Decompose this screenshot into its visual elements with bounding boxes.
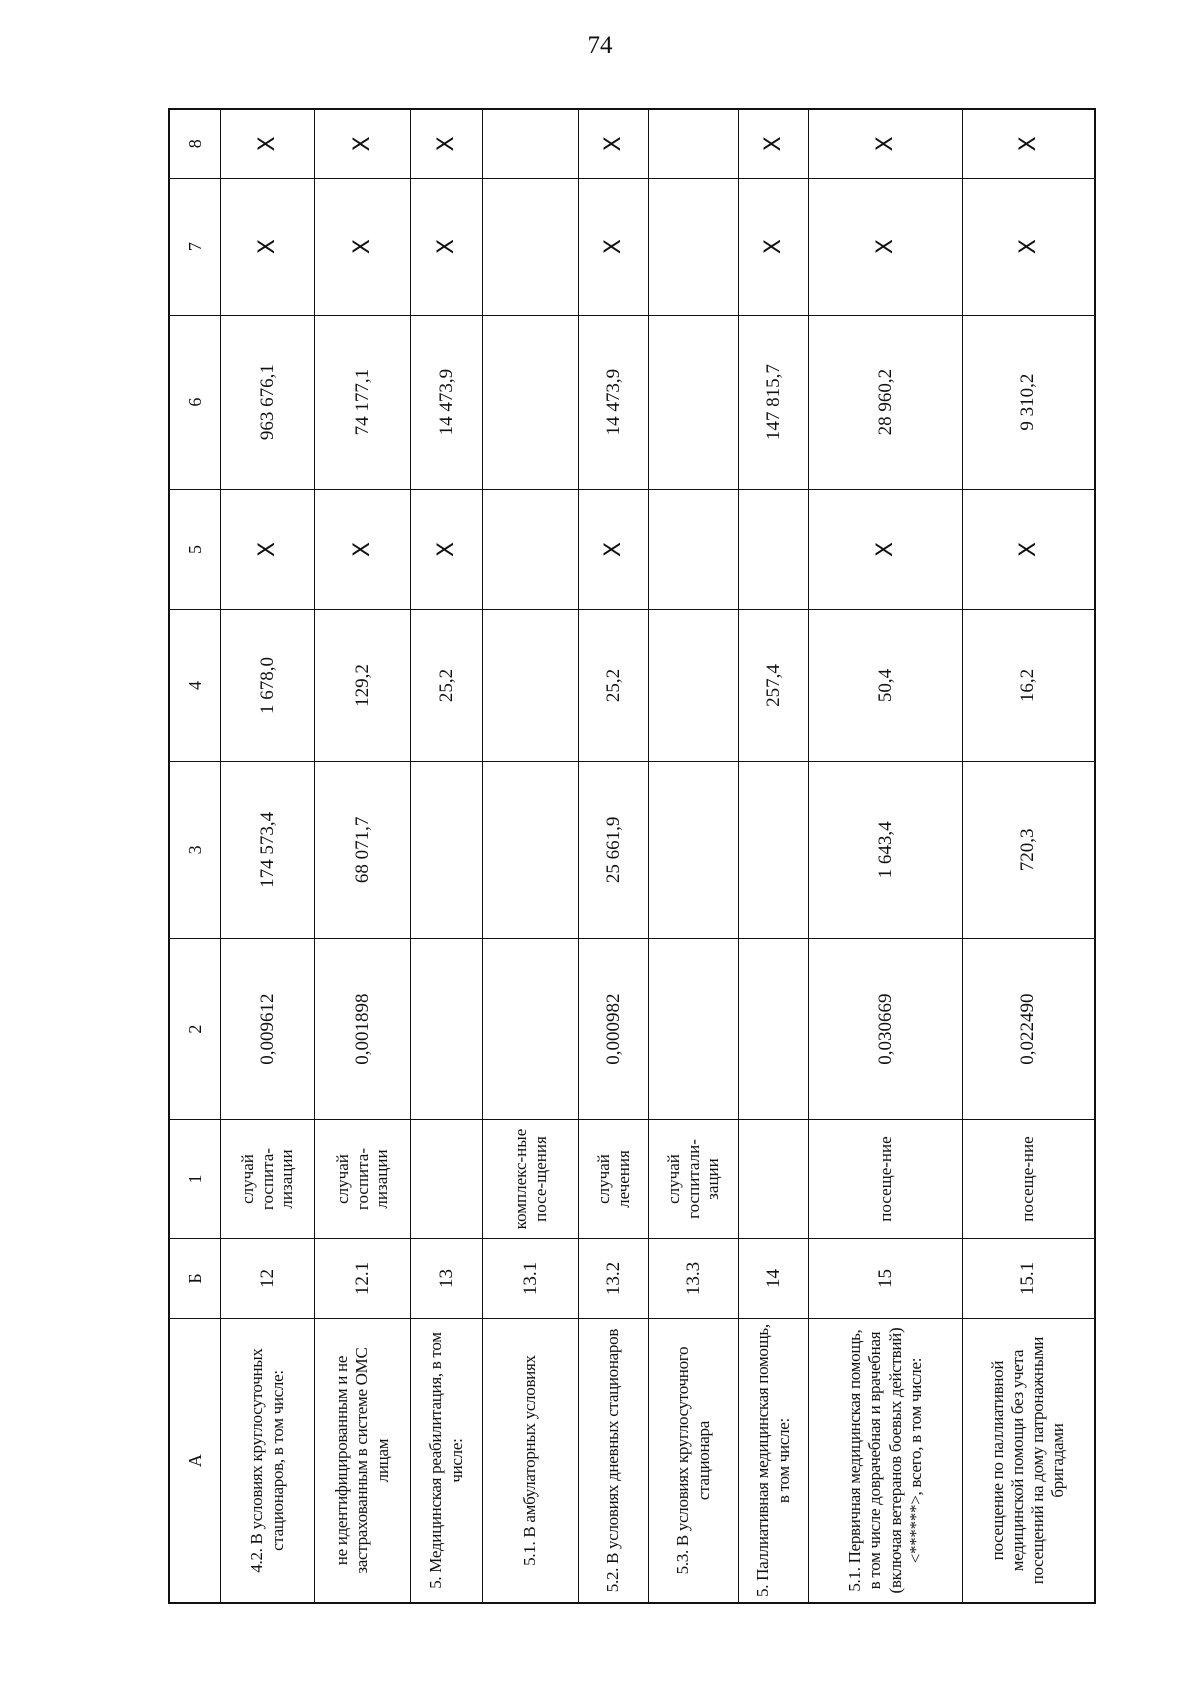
value-cell: Х: [315, 109, 411, 178]
value-cell: Х: [221, 178, 315, 315]
value-cell: 0,000982: [579, 938, 649, 1119]
row-label: 5.1. Первичная медицинская помощь, в том числе доврачебная и врачебная (включая ветеранов боевых действий) <******>, всего, в том числе:: [809, 1319, 963, 1603]
value-cell: 74 177,1: [315, 315, 411, 489]
header-cell-3: 3: [169, 761, 221, 938]
header-cell-a: А: [169, 1319, 221, 1603]
value-cell: [411, 938, 483, 1119]
value-cell: [483, 489, 579, 610]
value-cell: Х: [579, 109, 649, 178]
value-cell: 16,2: [963, 610, 1095, 761]
value-cell: 0,030669: [809, 938, 963, 1119]
value-cell: 129,2: [315, 610, 411, 761]
row-code: 13.1: [483, 1238, 579, 1318]
value-cell: 28 960,2: [809, 315, 963, 489]
value-cell: [649, 489, 739, 610]
value-cell: [739, 761, 809, 938]
table-row: [221, 109, 315, 1603]
value-cell: Х: [315, 489, 411, 610]
row-code: 15.1: [963, 1238, 1095, 1318]
value-cell: [483, 761, 579, 938]
value-cell: [649, 315, 739, 489]
value-cell: 68 071,7: [315, 761, 411, 938]
row-label: 5. Медицинская реабилитация, в том числе:: [411, 1319, 483, 1603]
unit-cell: случай лечения: [579, 1120, 649, 1238]
unit-cell: комплекс-ные посе-щения: [483, 1120, 579, 1238]
row-label: 5.1. В амбулаторных условиях: [483, 1319, 579, 1603]
value-cell: 14 473,9: [579, 315, 649, 489]
header-cell-2: 2: [169, 938, 221, 1119]
value-cell: Х: [963, 109, 1095, 178]
table-row: [809, 109, 963, 1603]
unit-cell: случай госпита-лизации: [315, 1120, 411, 1238]
value-cell: Х: [411, 109, 483, 178]
value-cell: [649, 178, 739, 315]
header-cell-4: 4: [169, 610, 221, 761]
value-cell: 0,022490: [963, 938, 1095, 1119]
value-cell: [483, 315, 579, 489]
table-row: [739, 109, 809, 1603]
header-cell-5: 5: [169, 489, 221, 610]
value-cell: 720,3: [963, 761, 1095, 938]
value-cell: [483, 178, 579, 315]
value-cell: [483, 109, 579, 178]
value-cell: 50,4: [809, 610, 963, 761]
value-cell: Х: [809, 109, 963, 178]
value-cell: [483, 610, 579, 761]
value-cell: Х: [579, 178, 649, 315]
value-cell: [649, 938, 739, 1119]
table-row: [963, 109, 1095, 1603]
page-number: 74: [587, 32, 613, 59]
unit-cell: случай госпитали-зации: [649, 1120, 739, 1238]
unit-cell: случай госпита-лизации: [221, 1120, 315, 1238]
row-label: посещение по паллиативной медицинской помощи без учета посещений на дому патронажными бригадами: [963, 1319, 1095, 1603]
table-row: [411, 109, 483, 1603]
table-row: [579, 109, 649, 1603]
row-label: не идентифицированным и не застрахованным в системе ОМС лицам: [315, 1319, 411, 1603]
rotated-table: [168, 108, 1068, 1604]
row-code: 13: [411, 1238, 483, 1318]
row-label: 5. Паллиативная медицинская помощь, в том числе:: [739, 1319, 809, 1603]
value-cell: [739, 938, 809, 1119]
value-cell: Х: [221, 109, 315, 178]
row-code: 14: [739, 1238, 809, 1318]
header-cell-1: 1: [169, 1120, 221, 1238]
value-cell: 0,001898: [315, 938, 411, 1119]
value-cell: [411, 761, 483, 938]
header-cell-6: 6: [169, 315, 221, 489]
value-cell: Х: [739, 109, 809, 178]
row-code: 15: [809, 1238, 963, 1318]
value-cell: [649, 109, 739, 178]
value-cell: 25,2: [579, 610, 649, 761]
value-cell: Х: [963, 489, 1095, 610]
value-cell: 1 643,4: [809, 761, 963, 938]
value-cell: Х: [411, 489, 483, 610]
value-cell: 25,2: [411, 610, 483, 761]
table-row: [483, 109, 579, 1603]
value-cell: 1 678,0: [221, 610, 315, 761]
row-code: 12.1: [315, 1238, 411, 1318]
table-header-row: [169, 109, 221, 1603]
value-cell: 0,009612: [221, 938, 315, 1119]
row-label: 4.2. В условиях круглосуточных стационаров, в том числе:: [221, 1319, 315, 1603]
value-cell: 9 310,2: [963, 315, 1095, 489]
table-row: [649, 109, 739, 1603]
value-cell: Х: [739, 178, 809, 315]
value-cell: [483, 938, 579, 1119]
value-cell: 257,4: [739, 610, 809, 761]
header-cell-b: Б: [169, 1238, 221, 1318]
value-cell: 174 573,4: [221, 761, 315, 938]
header-cell-8: 8: [169, 109, 221, 178]
value-cell: 14 473,9: [411, 315, 483, 489]
value-cell: Х: [579, 489, 649, 610]
row-code: 13.2: [579, 1238, 649, 1318]
value-cell: Х: [809, 178, 963, 315]
value-cell: Х: [411, 178, 483, 315]
rotated-table-container: [168, 108, 1068, 1604]
value-cell: [649, 610, 739, 761]
unit-cell: посеще-ние: [809, 1120, 963, 1238]
value-cell: Х: [221, 489, 315, 610]
unit-cell: посеще-ние: [963, 1120, 1095, 1238]
value-cell: Х: [963, 178, 1095, 315]
value-cell: 963 676,1: [221, 315, 315, 489]
unit-cell: [411, 1120, 483, 1238]
value-cell: Х: [809, 489, 963, 610]
value-cell: [739, 489, 809, 610]
value-cell: Х: [315, 178, 411, 315]
row-code: 13.3: [649, 1238, 739, 1318]
row-code: 12: [221, 1238, 315, 1318]
row-label: 5.3. В условиях круглосуточного стационара: [649, 1319, 739, 1603]
value-cell: [649, 761, 739, 938]
table-row: [315, 109, 411, 1603]
value-cell: 147 815,7: [739, 315, 809, 489]
value-cell: 25 661,9: [579, 761, 649, 938]
data-table: [168, 108, 1096, 1604]
unit-cell: [739, 1120, 809, 1238]
row-label: 5.2. В условиях дневных стационаров: [579, 1319, 649, 1603]
header-cell-7: 7: [169, 178, 221, 315]
